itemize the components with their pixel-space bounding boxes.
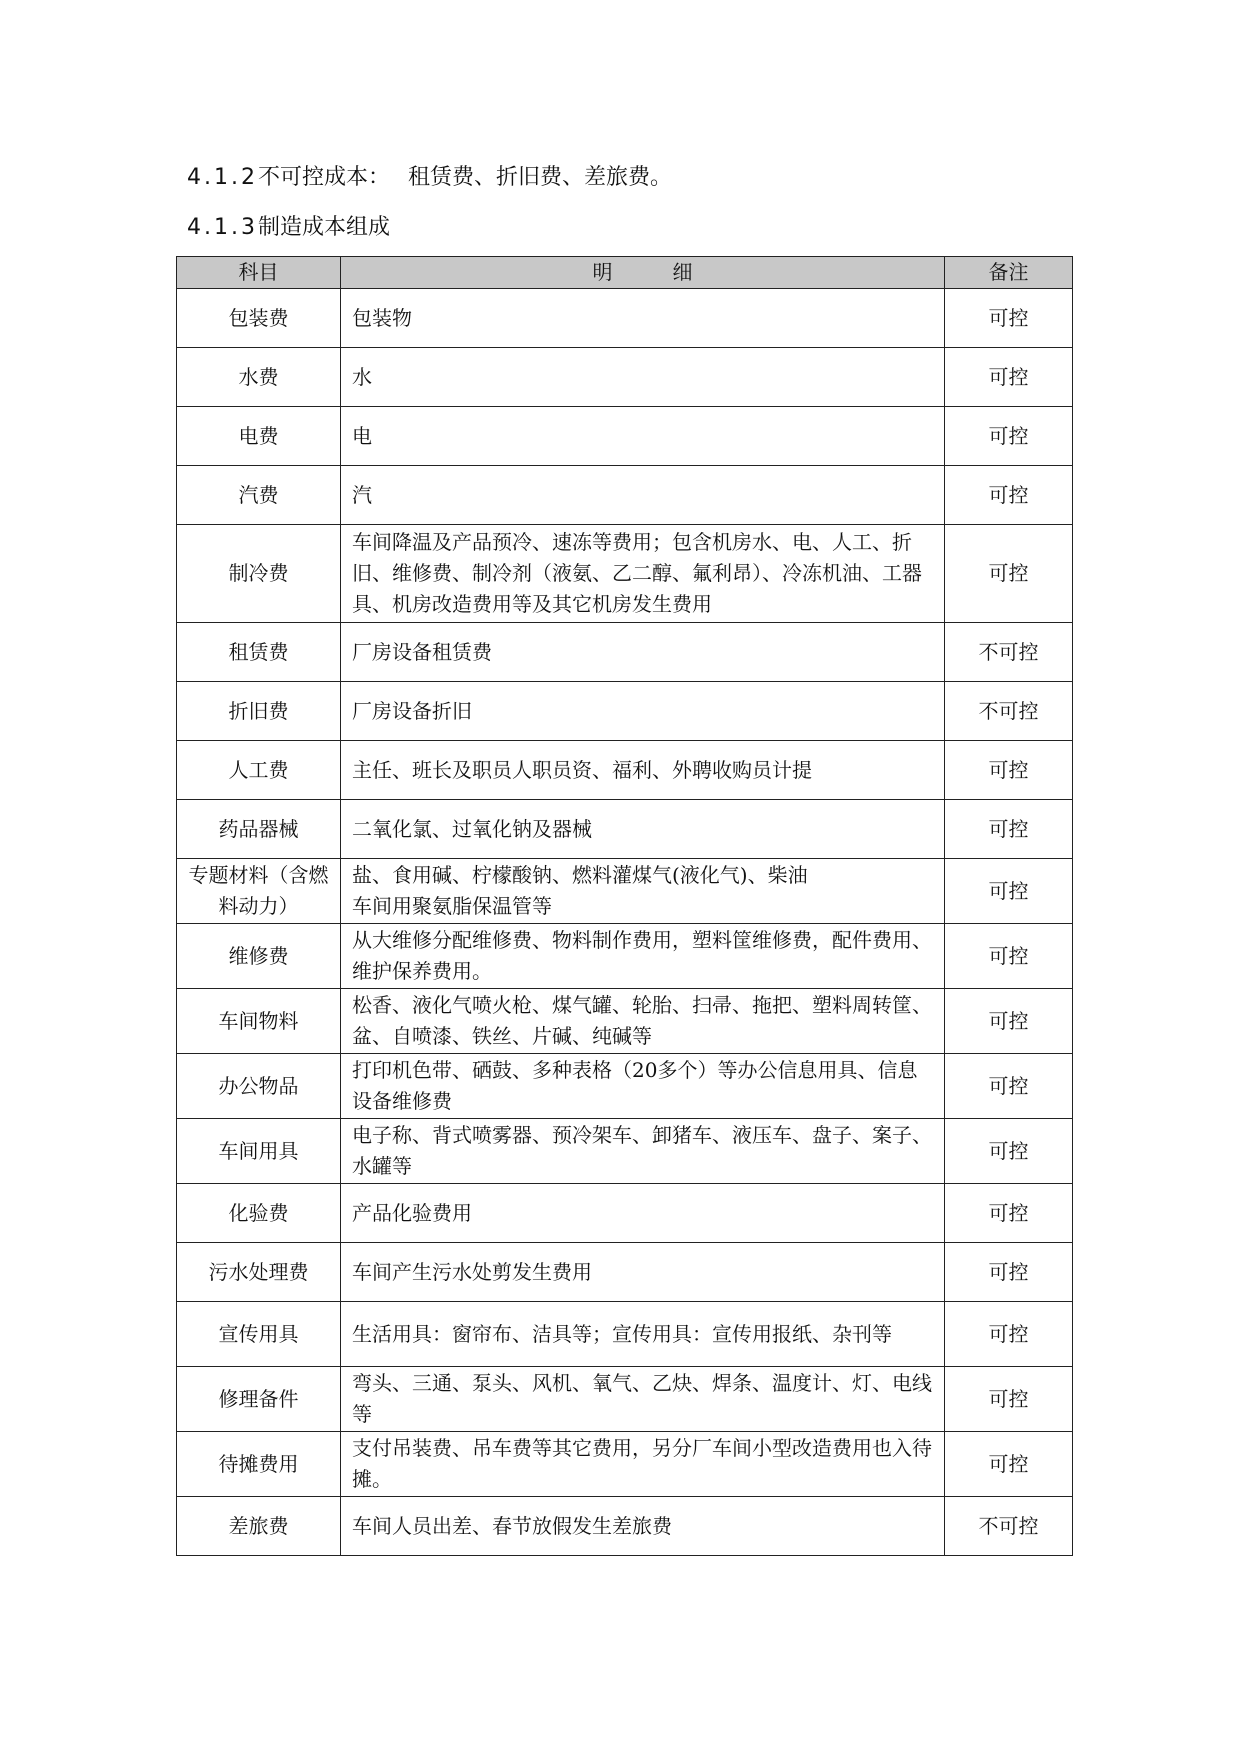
section-heading-4-1-3 xyxy=(187,213,390,243)
note-cell: 可控 xyxy=(945,289,1073,348)
header-note: 备注 xyxy=(945,257,1073,289)
table-row xyxy=(177,800,1073,859)
subject-cell: 药品器械 xyxy=(177,800,341,859)
note-cell: 可控 xyxy=(945,1432,1073,1497)
detail-cell: 厂房设备租赁费 xyxy=(341,623,945,682)
table-row xyxy=(177,407,1073,466)
table-row xyxy=(177,1119,1073,1184)
table-row xyxy=(177,741,1073,800)
note-cell: 可控 xyxy=(945,525,1073,623)
note-cell: 不可控 xyxy=(945,682,1073,741)
table-row xyxy=(177,1243,1073,1302)
subject-cell: 水费 xyxy=(177,348,341,407)
note-cell: 可控 xyxy=(945,1184,1073,1243)
subject-cell: 车间用具 xyxy=(177,1119,341,1184)
detail-cell: 二氧化氯、过氧化钠及器械 xyxy=(341,800,945,859)
note-cell: 可控 xyxy=(945,859,1073,924)
section-title: 制造成本组成 xyxy=(257,215,390,240)
table-row xyxy=(177,682,1073,741)
table-row xyxy=(177,1054,1073,1119)
table-row xyxy=(177,348,1073,407)
table-row xyxy=(177,1367,1073,1432)
note-cell: 可控 xyxy=(945,466,1073,525)
detail-cell: 车间人员出差、春节放假发生差旅费 xyxy=(341,1497,945,1556)
note-cell: 可控 xyxy=(945,1367,1073,1432)
section-heading-4-1-2 xyxy=(187,163,672,193)
table-row xyxy=(177,1184,1073,1243)
note-cell: 不可控 xyxy=(945,623,1073,682)
subject-cell: 污水处理费 xyxy=(177,1243,341,1302)
table-row xyxy=(177,1302,1073,1367)
table-row xyxy=(177,859,1073,924)
header-subject: 科目 xyxy=(177,257,341,289)
detail-cell: 车间产生污水处剪发生费用 xyxy=(341,1243,945,1302)
table-row xyxy=(177,1497,1073,1556)
detail-cell: 松香、液化气喷火枪、煤气罐、轮胎、扫帚、拖把、塑料周转筐、盆、自喷漆、铁丝、片碱、纯碱等 xyxy=(341,989,945,1054)
subject-cell: 折旧费 xyxy=(177,682,341,741)
subject-cell: 包装费 xyxy=(177,289,341,348)
note-cell: 可控 xyxy=(945,1054,1073,1119)
detail-cell: 车间降温及产品预冷、速冻等费用；包含机房水、电、人工、折旧、维修费、制冷剂（液氨、乙二醇、氟利昂）、冷冻机油、工器具、机房改造费用等及其它机房发生费用 xyxy=(341,525,945,623)
detail-cell: 厂房设备折旧 xyxy=(341,682,945,741)
subject-cell: 待摊费用 xyxy=(177,1432,341,1497)
detail-cell: 从大维修分配维修费、物料制作费用，塑料筐维修费，配件费用、维护保养费用。 xyxy=(341,924,945,989)
subject-cell: 办公物品 xyxy=(177,1054,341,1119)
note-cell: 可控 xyxy=(945,800,1073,859)
note-cell: 可控 xyxy=(945,989,1073,1054)
table-row xyxy=(177,623,1073,682)
detail-cell: 弯头、三通、泵头、风机、氧气、乙炔、焊条、温度计、灯、电线等 xyxy=(341,1367,945,1432)
subject-cell: 租赁费 xyxy=(177,623,341,682)
note-cell: 可控 xyxy=(945,407,1073,466)
subject-cell: 化验费 xyxy=(177,1184,341,1243)
detail-cell: 主任、班长及职员人职员资、福利、外聘收购员计提 xyxy=(341,741,945,800)
detail-cell: 产品化验费用 xyxy=(341,1184,945,1243)
note-cell: 可控 xyxy=(945,1302,1073,1367)
table-row xyxy=(177,989,1073,1054)
subject-cell: 电费 xyxy=(177,407,341,466)
subject-cell: 修理备件 xyxy=(177,1367,341,1432)
note-cell: 可控 xyxy=(945,741,1073,800)
table-row xyxy=(177,289,1073,348)
detail-cell: 电子称、背式喷雾器、预冷架车、卸猪车、液压车、盘子、案子、水罐等 xyxy=(341,1119,945,1184)
subject-cell: 制冷费 xyxy=(177,525,341,623)
subject-cell: 差旅费 xyxy=(177,1497,341,1556)
table-row xyxy=(177,466,1073,525)
section-title: 不可控成本： xyxy=(257,165,390,190)
subject-cell: 维修费 xyxy=(177,924,341,989)
table-row xyxy=(177,1432,1073,1497)
note-cell: 可控 xyxy=(945,1243,1073,1302)
note-cell: 可控 xyxy=(945,924,1073,989)
note-cell: 可控 xyxy=(945,1119,1073,1184)
section-number: 4.1.2 xyxy=(187,165,258,190)
detail-cell: 打印机色带、硒鼓、多种表格（20多个）等办公信息用具、信息设备维修费 xyxy=(341,1054,945,1119)
subject-cell: 车间物料 xyxy=(177,989,341,1054)
subject-cell: 人工费 xyxy=(177,741,341,800)
cost-composition-table xyxy=(176,256,1073,1556)
section-text: 租赁费、折旧费、差旅费。 xyxy=(408,165,673,190)
table-row xyxy=(177,924,1073,989)
detail-cell: 盐、食用碱、柠檬酸钠、燃料灌煤气(液化气)、柴油 车间用聚氨脂保温管等 xyxy=(341,859,945,924)
section-number: 4.1.3 xyxy=(187,215,258,240)
table-header-row xyxy=(177,257,1073,289)
note-cell: 可控 xyxy=(945,348,1073,407)
subject-cell: 宣传用具 xyxy=(177,1302,341,1367)
detail-cell: 生活用具：窗帘布、洁具等；宣传用具：宣传用报纸、杂刊等 xyxy=(341,1302,945,1367)
detail-cell: 水 xyxy=(341,348,945,407)
subject-cell: 专题材料（含燃料动力） xyxy=(177,859,341,924)
note-cell: 不可控 xyxy=(945,1497,1073,1556)
subject-cell: 汽费 xyxy=(177,466,341,525)
detail-cell: 包装物 xyxy=(341,289,945,348)
detail-cell: 支付吊装费、吊车费等其它费用，另分厂车间小型改造费用也入待摊。 xyxy=(341,1432,945,1497)
detail-cell: 汽 xyxy=(341,466,945,525)
header-detail: 明 细 xyxy=(341,257,945,289)
detail-cell: 电 xyxy=(341,407,945,466)
table-row xyxy=(177,525,1073,623)
